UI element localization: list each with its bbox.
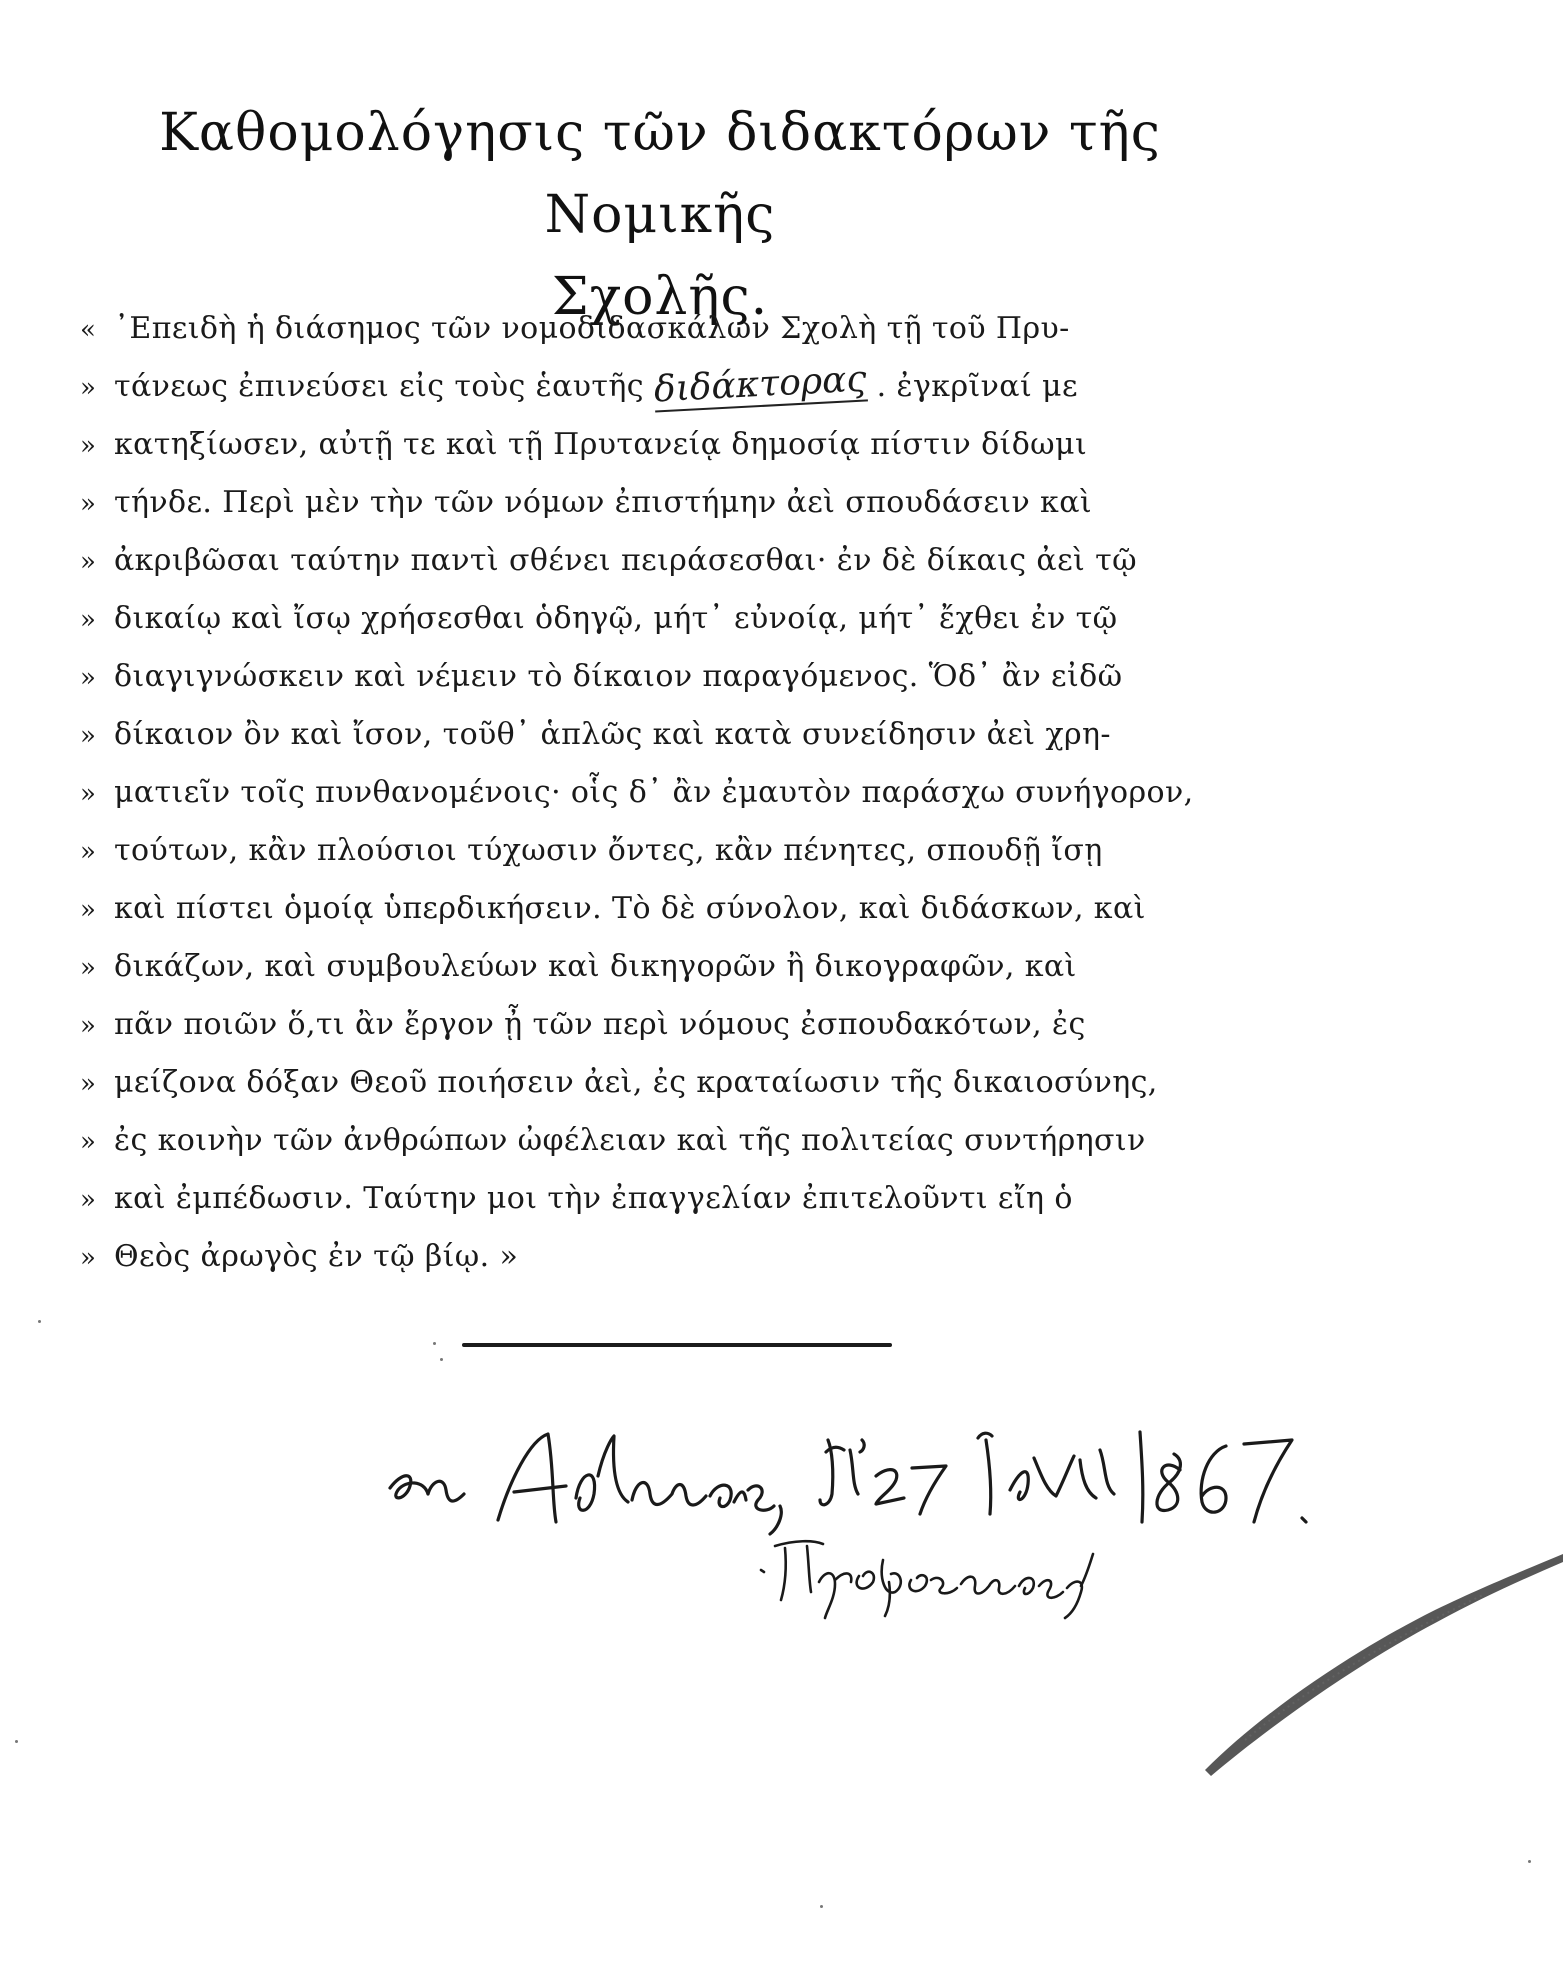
scan-speck <box>820 1905 823 1908</box>
quote-mark: » <box>80 431 96 461</box>
quote-mark: » <box>80 895 96 925</box>
oath-line-text: ματιεῖν τοῖς πυνθανομένοις· οἷς δ᾿ ἂν ἐμαυτὸν παράσχω συνήγορον, <box>114 775 1194 810</box>
oath-line <box>80 532 1250 590</box>
oath-line <box>80 1112 1250 1170</box>
quote-mark: » <box>80 1127 96 1157</box>
oath-line-text: πᾶν ποιῶν ὅ,τι ἂν ἔργον ᾖ τῶν περὶ νόμους ἐσπουδακότων, ἐς <box>114 1007 1086 1042</box>
oath-line <box>80 880 1250 938</box>
title-line-2: Σχολῆς. <box>551 267 769 327</box>
oath-line-text: Θεὸς ἀρωγὸς ἐν τῷ βίῳ. » <box>114 1239 519 1274</box>
handwritten-inserted-word: διδάκτορας <box>652 358 868 411</box>
oath-line <box>80 1228 1250 1286</box>
oath-line <box>80 1054 1250 1112</box>
oath-line <box>80 358 1250 416</box>
oath-text-block <box>80 300 1250 1286</box>
quote-mark: » <box>80 1069 96 1099</box>
oath-line <box>80 300 1250 358</box>
oath-line-text: ἀκριβῶσαι ταύτην παντὶ σθένει πειράσεσθαι· ἐν δὲ δίκαις ἀεὶ τῷ <box>114 543 1137 578</box>
quote-mark: » <box>80 837 96 867</box>
oath-line-text: τάνεως ἐπινεύσει εἰς τοὺς ἑαυτῆς <box>114 369 644 404</box>
quote-mark: » <box>80 547 96 577</box>
quote-mark: » <box>80 1243 96 1273</box>
oath-line <box>80 590 1250 648</box>
horizontal-divider <box>462 1343 892 1347</box>
handwritten-signature <box>755 1530 1135 1620</box>
oath-line-text: δίκαιον ὂν καὶ ἴσον, τοῦθ᾿ ἁπλῶς καὶ κατὰ συνείδησιν ἀεὶ χρη- <box>114 717 1111 752</box>
oath-line-text: τήνδε. Περὶ μὲν τὴν τῶν νόμων ἐπιστήμην ἀεὶ σπουδάσειν καὶ <box>114 485 1093 520</box>
oath-line <box>80 416 1250 474</box>
oath-line-text: ἐς κοινὴν τῶν ἀνθρώπων ὠφέλειαν καὶ τῆς πολιτείας συντήρησιν <box>114 1123 1146 1158</box>
quote-mark: » <box>80 489 96 519</box>
oath-line-text: δικάζων, καὶ συμβουλεύων καὶ δικηγορῶν ἢ δικογραφῶν, καὶ <box>114 949 1077 984</box>
oath-line-text-after: . ἐγκρῖναί με <box>876 369 1078 404</box>
quote-mark: » <box>80 373 96 403</box>
oath-line-text: μείζονα δόξαν Θεοῦ ποιήσειν ἀεὶ, ἐς κραταίωσιν τῆς δικαιοσύνης, <box>114 1065 1158 1100</box>
quote-mark: » <box>80 1185 96 1215</box>
quote-mark: « <box>80 315 96 345</box>
oath-line <box>80 648 1250 706</box>
handwritten-date-signature <box>380 1410 1480 1540</box>
title-line-1: Καθομολόγησις τῶν διδακτόρων τῆς Νομικῆς <box>159 103 1161 245</box>
scan-edge-streak <box>1185 1540 1563 1780</box>
oath-line <box>80 996 1250 1054</box>
oath-line-text: κατηξίωσεν, αὐτῇ τε καὶ τῇ Πρυτανείᾳ δημοσίᾳ πίστιν δίδωμι <box>114 427 1088 462</box>
scan-speck <box>440 1358 443 1361</box>
oath-line-text: ᾿Επειδὴ ἡ διάσημος τῶν νομοδιδασκάλων Σχολὴ τῇ τοῦ Πρυ- <box>114 311 1070 346</box>
quote-mark: » <box>80 779 96 809</box>
scan-speck <box>433 1342 436 1345</box>
oath-line-text: δικαίῳ καὶ ἴσῳ χρήσεσθαι ὁδηγῷ, μήτ᾿ εὐνοίᾳ, μήτ᾿ ἔχθει ἐν τῷ <box>114 601 1118 636</box>
quote-mark: » <box>80 663 96 693</box>
oath-line-text: διαγιγνώσκειν καὶ νέμειν τὸ δίκαιον παραγόμενος. Ὅδ᾿ ἂν εἰδῶ <box>114 659 1123 694</box>
oath-line <box>80 764 1250 822</box>
scan-speck <box>38 1320 41 1323</box>
oath-line-text: καὶ πίστει ὁμοίᾳ ὑπερδικήσειν. Τὸ δὲ σύνολον, καὶ διδάσκων, καὶ <box>114 891 1146 926</box>
oath-line <box>80 938 1250 996</box>
oath-line <box>80 474 1250 532</box>
quote-mark: » <box>80 605 96 635</box>
oath-line <box>80 1170 1250 1228</box>
oath-line-text: καὶ ἐμπέδωσιν. Ταύτην μοι τὴν ἐπαγγελίαν ἐπιτελοῦντι εἴη ὁ <box>114 1181 1073 1216</box>
oath-line <box>80 822 1250 880</box>
oath-line <box>80 706 1250 764</box>
scan-speck <box>1528 1860 1531 1863</box>
scan-speck <box>15 1740 18 1743</box>
quote-mark: » <box>80 721 96 751</box>
oath-line-text: τούτων, κἂν πλούσιοι τύχωσιν ὄντες, κἂν πένητες, σπουδῇ ἴσῃ <box>114 833 1103 868</box>
quote-mark: » <box>80 1011 96 1041</box>
quote-mark: » <box>80 953 96 983</box>
